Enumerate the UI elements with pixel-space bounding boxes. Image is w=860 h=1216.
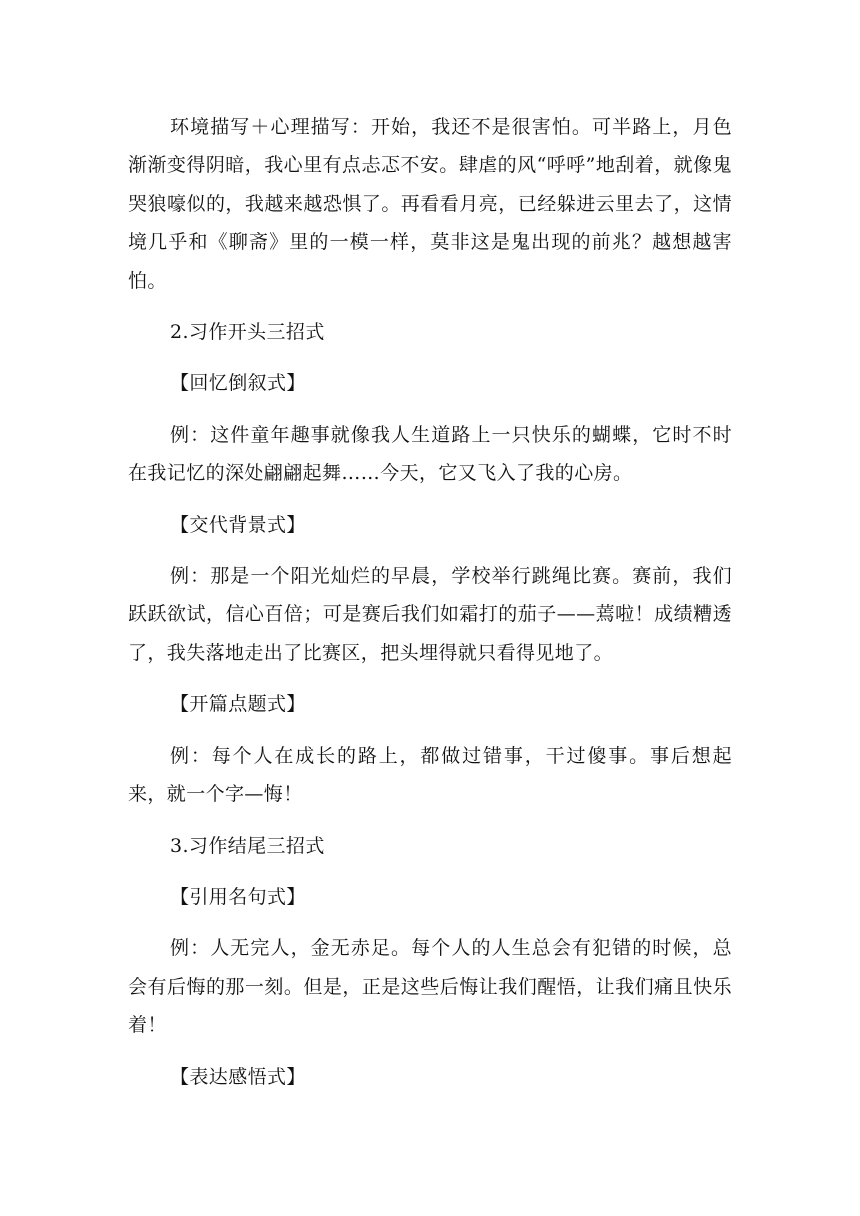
paragraph-topic-opening-example: 例：每个人在成长的路上，都做过错事，干过傻事。事后想起来，就一个字—悔！ xyxy=(128,744,732,806)
heading-flashback-style: 【回忆倒叙式】 xyxy=(170,372,306,395)
heading-opening-techniques: 2.习作开头三招式 xyxy=(170,321,325,344)
heading-topic-opening-style: 【开篇点题式】 xyxy=(170,693,306,716)
paragraph-flashback-example: 例：这件童年趣事就像我人生道路上一只快乐的蝴蝶，它时不时在我记忆的深处翩翩起舞……今天，它又飞入了我的心房。 xyxy=(128,423,732,485)
heading-ending-techniques: 3.习作结尾三招式 xyxy=(170,834,325,857)
paragraph-background-example: 例：那是一个阳光灿烂的早晨，学校举行跳绳比赛。赛前，我们跃跃欲试，信心百倍；可是赛后我们如霜打的茄子——蔫啦！成绩糟透了，我失落地走出了比赛区，把头埋得就只看得见地了。 xyxy=(128,565,732,664)
paragraph-environment-description: 环境描写＋心理描写：开始，我还不是很害怕。可半路上，月色渐渐变得阴暗，我心里有点忐忑不安。肆虐的风“呼呼”地刮着，就像鬼哭狼嚎似的，我越来越恐惧了。再看看月亮，已经躲进云里去了，这情境几乎和《聊斋》里的一模一样，莫非这是鬼出现的前兆？越想越害怕。 xyxy=(128,116,732,292)
paragraph-quote-example: 例：人无完人，金无赤足。每个人的人生总会有犯错的时候，总会有后悔的那一刻。但是，正是这些后悔让我们醒悟，让我们痛且快乐着！ xyxy=(128,937,732,1037)
heading-background-style: 【交代背景式】 xyxy=(170,513,306,536)
heading-reflection-style: 【表达感悟式】 xyxy=(170,1065,306,1088)
heading-quote-style: 【引用名句式】 xyxy=(170,885,306,908)
